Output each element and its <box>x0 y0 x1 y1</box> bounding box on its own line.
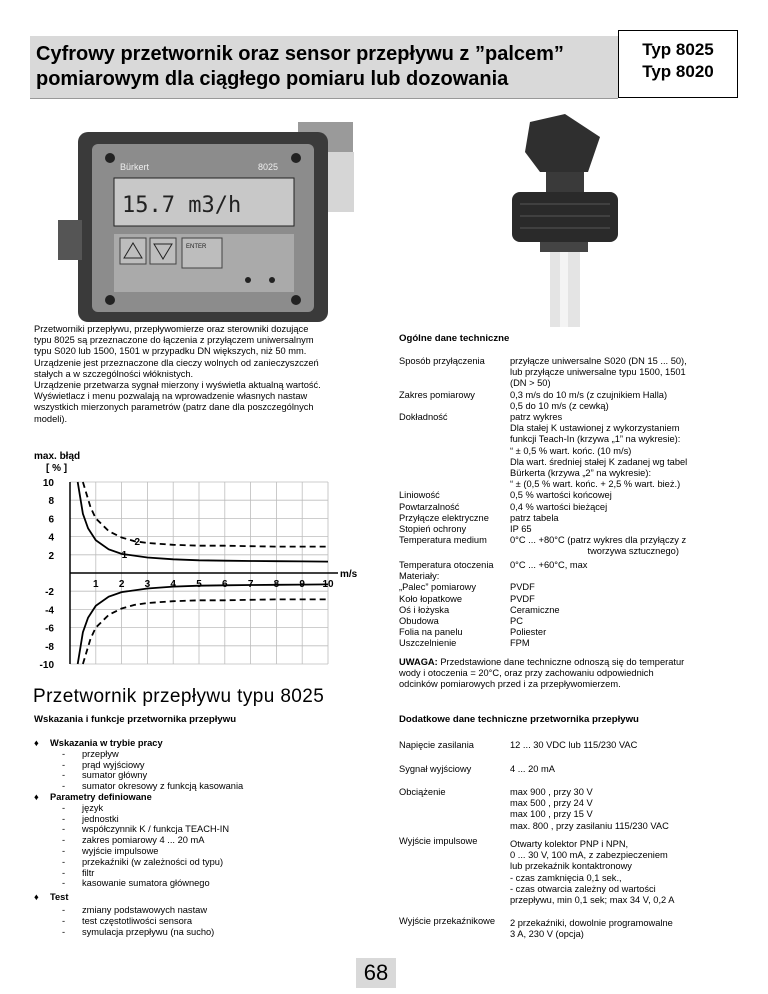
intro-line: Przetworniki przepływu, przepływomierze oraz sterowniki dozujące <box>34 324 309 334</box>
list-item: - współczynnik K / funkcja TEACH-IN <box>62 824 230 835</box>
list-item: - sumator główny <box>62 770 148 781</box>
y-tick-label: 10 <box>42 478 54 489</box>
spec-value: przyłącze uniwersalne S020 (DN 15 ... 50), <box>510 356 687 366</box>
spec-value: PVDF <box>510 593 535 604</box>
spec-label: Wyjście impulsowe <box>399 836 478 846</box>
list-item: - język <box>62 802 104 813</box>
type-8020: Typ 8020 <box>642 62 714 81</box>
spec-value: Poliester <box>510 627 547 638</box>
title-banner <box>30 36 618 99</box>
y-tick-label: -4 <box>45 605 54 617</box>
y-tick-label: 4 <box>48 532 54 544</box>
spec-value: 0,5 % wartości końcowej <box>510 490 612 501</box>
note-text: wody i otoczenia = 20°C, oraz przy zachowaniu odpowiednich <box>399 668 654 679</box>
group-title-text: Test <box>50 892 69 903</box>
list-item: - wyjście impulsowe <box>62 845 159 856</box>
product-photo-8025 <box>58 110 358 325</box>
y-tick-label: 6 <box>48 514 54 526</box>
chart-ylabel-1: max. błąd <box>34 451 81 462</box>
list-item: - sumator okresowy z funkcją kasowania <box>62 781 244 792</box>
lcd-display: 15.7 m3/h <box>122 193 242 218</box>
spec-value: “ ± (0,5 % wart. końc. + 2,5 % wart. bież.) <box>510 479 681 490</box>
spec-label: Obudowa <box>399 616 439 626</box>
spec-label: Napięcie zasilania <box>399 740 474 750</box>
spec-value: PVDF <box>510 582 535 593</box>
spec-value: FPM <box>510 638 530 649</box>
spec-value: Dla stałej K ustawionej z wykorzystaniem <box>510 423 680 434</box>
spec-value: 12 ... 30 VDC lub 115/230 VAC <box>510 740 638 750</box>
spec-label: Wyjście przekaźnikowe <box>399 916 496 926</box>
spec-label: Dokładność <box>399 412 448 422</box>
spec-value: Dla wart. średniej stałej K zadanej wg tabel <box>510 456 688 467</box>
series-line-1-negative <box>78 584 328 664</box>
note <box>399 657 719 691</box>
series-label: 2 <box>134 536 141 548</box>
intro-line: Urządzenie jest przeznaczone dla cieczy wolnych od zanieczyszczeń <box>34 357 319 368</box>
type-8025: Typ 8025 <box>642 40 714 59</box>
spec-value: - czas otwarcia zależny od wartości <box>510 883 656 894</box>
intro-line: modeli). <box>34 413 68 424</box>
spec-value: - czas zamknięcia 0,1 sek., <box>510 872 622 883</box>
spec-label: Uszczelnienie <box>399 638 457 649</box>
list-item: - zakres pomiarowy 4 ... 20 mA <box>62 835 205 846</box>
spec-label: Temperatura otoczenia <box>399 560 494 570</box>
spec-label: Folia na panelu <box>399 627 463 638</box>
y-tick-label: -2 <box>45 587 54 599</box>
spec-value: max 100 , przy 15 V <box>510 809 593 820</box>
spec-value: lub przekaźnik kontaktronowy <box>510 861 632 872</box>
title-line-1: Cyfrowy przetwornik oraz sensor przepływu z ”palcem” <box>36 43 564 65</box>
intro-line: Urządzenie przetwarza sygnał mierzony i wyświetla aktualną wartość. <box>34 380 321 391</box>
spec-value: Otwarty kolektor PNP i NPN, <box>510 839 629 849</box>
x-tick-label: 2 <box>118 579 125 590</box>
list-item: - filtr <box>62 867 95 878</box>
extra-heading: Dodatkowe dane techniczne przetwornika przepływu <box>399 714 639 725</box>
list-item: - zmiany podstawowych nastaw <box>62 905 208 916</box>
spec-label: Liniowość <box>399 490 440 501</box>
section-title: Przetwornik przepływu typu 8025 <box>33 686 325 707</box>
brand-label: Bürkert <box>120 162 150 172</box>
spec-value: Ceramiczne <box>510 604 560 615</box>
note-text: odcinków pomiarowych przed i za przepływomierzem. <box>399 679 621 690</box>
spec-value: (DN > 50) <box>510 378 551 389</box>
model-label: 8025 <box>258 162 279 172</box>
spec-label: Sygnał wyjściowy <box>399 764 472 774</box>
title-line-2: pomiarowym dla ciągłego pomiaru lub dozowania <box>36 68 509 90</box>
list-item: - symulacja przepływu (na sucho) <box>62 926 215 937</box>
spec-value: max 500 , przy 24 V <box>510 798 593 809</box>
spec-value: lub przyłącze uniwersalne typu 1500, 1501 <box>510 367 686 378</box>
spec-label: Oś i łożyska <box>399 604 450 615</box>
spec-value: Bürkerta (krzywa „2” na wykresie): <box>510 468 652 478</box>
error-chart <box>28 474 368 674</box>
list-item: - jednostki <box>62 813 119 824</box>
y-tick-label: -10 <box>39 660 54 671</box>
functions-heading: Wskazania i funkcje przetwornika przepływu <box>34 714 237 725</box>
list-item: - kasowanie sumatora głównego <box>62 878 210 889</box>
spec-label: Materiały: <box>399 571 440 582</box>
spec-value: 4 ... 20 mA <box>510 764 555 774</box>
x-tick-label: 5 <box>196 579 202 590</box>
group-title: ♦ Test <box>34 892 69 903</box>
y-tick-label: 2 <box>48 550 54 562</box>
spec-label: Stopień ochrony <box>399 524 467 534</box>
list-item: - przepływ <box>62 748 119 759</box>
chart-ylabel-2: [ % ] <box>46 463 68 474</box>
spec-value: max 900 , przy 30 V <box>510 787 593 797</box>
spec-label: Zakres pomiarowy <box>399 389 475 400</box>
spec-value: “ ± 0,5 % wart. końc. (10 m/s) <box>510 445 632 456</box>
intro-line: stałych a w szczególności włóknistych. <box>34 368 194 379</box>
spec-label: Sposób przyłączenia <box>399 356 485 366</box>
spec-label: „Palec” pomiarowy <box>399 582 476 593</box>
spec-value: 0,3 m/s do 10 m/s (z czujnikiem Halla) <box>510 389 668 400</box>
x-tick-label: 3 <box>144 579 151 590</box>
spec-value: PC <box>510 616 523 626</box>
spec-value: patrz tabela <box>510 512 559 523</box>
enter-key-label: ENTER <box>186 244 207 250</box>
spec-value: 0,4 % wartości bieżącej <box>510 501 608 512</box>
note-text: Przedstawione dane techniczne odnoszą się do temperatur <box>437 657 685 667</box>
group-title: ♦ Parametry definiowane <box>34 791 152 802</box>
type-box <box>618 30 738 98</box>
general-heading: Ogólne dane techniczne <box>399 333 510 344</box>
spec-label: Koło łopatkowe <box>399 593 463 604</box>
spec-value: tworzywa sztucznego) <box>510 546 679 557</box>
spec-value: 2 przekaźniki, dowolnie programowalne <box>510 918 673 928</box>
y-tick-label: -6 <box>45 623 54 635</box>
product-photo-8020 <box>490 112 630 327</box>
x-tick-label: 8 <box>273 579 280 590</box>
spec-value: 0 ... 30 V, 100 mA, z zabezpieczeniem <box>510 850 668 861</box>
list-item: - prąd wyjściowy <box>62 759 145 770</box>
x-tick-label: 7 <box>247 579 254 590</box>
series-line-1 <box>78 482 328 562</box>
general-specs <box>399 356 729 676</box>
spec-value: patrz wykres <box>510 412 563 422</box>
spec-value: funkcji Teach-In (krzywa „1” na wykresie): <box>510 434 681 445</box>
x-tick-label: 9 <box>299 579 305 590</box>
group-title-text: Wskazania w trybie pracy <box>50 738 163 748</box>
functions-list <box>34 738 354 938</box>
y-tick-label: -8 <box>45 641 54 653</box>
spec-value: 3 A, 230 V (opcja) <box>510 929 584 940</box>
spec-label: Powtarzalność <box>399 501 460 512</box>
spec-value: 0°C ... +80°C (patrz wykres dla przyłączy z <box>510 535 687 546</box>
intro-line: typu 8025 są przeznaczone do łączenia z przyłączem uniwersalnym <box>34 335 314 346</box>
spec-value: 0°C ... +60°C, max <box>510 560 588 570</box>
list-item: - test częstotliwości sensora <box>62 915 193 926</box>
group-title-text: Parametry definiowane <box>50 791 152 802</box>
spec-value: IP 65 <box>510 524 532 534</box>
x-tick-label: 6 <box>222 579 228 590</box>
series-label: 1 <box>121 549 128 561</box>
intro-line: Wyświetlacz i menu pozwalają na wprowadzenie własnych nastaw <box>34 391 308 402</box>
note-label: UWAGA: <box>399 657 438 667</box>
spec-label: Obciążenie <box>399 787 446 797</box>
spec-value: przepływu, min 0,1 sek; max 34 V, 0,2 A <box>510 895 675 905</box>
spec-value: max. 800 , przy zasilaniu 115/230 VAC <box>510 820 669 831</box>
intro-paragraph <box>34 324 354 425</box>
intro-line: wszystkich mierzonych parametrów (patrz dane dla poszczególnych <box>34 402 314 413</box>
x-tick-label: 1 <box>93 579 99 590</box>
x-tick-label: 10 <box>322 579 334 590</box>
spec-label: Temperatura medium <box>399 535 487 546</box>
x-tick-label: 4 <box>170 579 176 590</box>
spec-value: 0,5 do 10 m/s (z cewką) <box>510 400 609 411</box>
x-axis-label: m/s <box>340 569 358 580</box>
y-tick-label: 8 <box>48 496 54 508</box>
extra-specs <box>399 740 729 940</box>
group-title: ♦ Wskazania w trybie pracy <box>34 738 163 748</box>
intro-line: typu S020 lub 1500, 1501 w przypadku DN większych, niż 50 mm. <box>34 346 307 357</box>
spec-label: Przyłącze elektryczne <box>399 512 489 523</box>
list-item: - przekaźniki (w zależności od typu) <box>62 856 224 867</box>
page-number: 68 <box>356 958 396 988</box>
